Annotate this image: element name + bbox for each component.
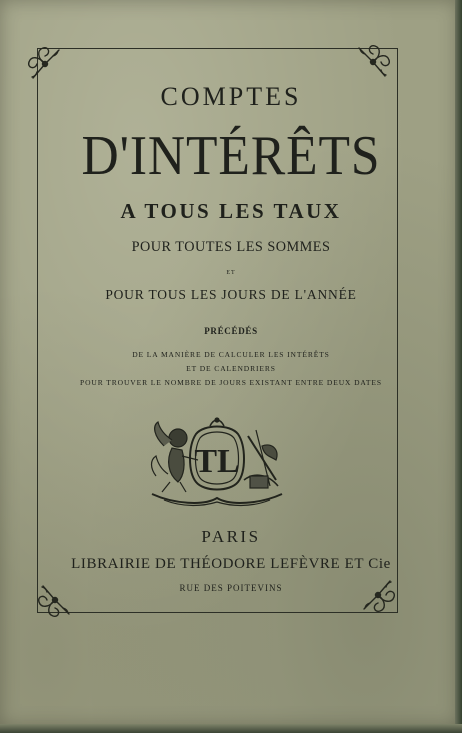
preface-line-1: DE LA MANIÈRE DE CALCULER LES INTÉRÊTS [132,350,330,359]
monogram-text: TL [194,443,240,480]
book-bottom-edge [0,724,462,733]
title-line-comptes: COMPTES [160,82,302,111]
subtitle-et: ET [226,270,236,276]
preface-line-3: POUR TROUVER LE NOMBRE DE JOURS EXISTANT ENTRE DEUX DATES [80,378,382,387]
cherub-monogram-vignette-icon [144,416,290,508]
preceded-label: PRÉCÉDÉS [204,326,258,336]
corner-fleuron-icon [23,42,67,86]
publisher-name: LIBRAIRIE DE THÉODORE LEFÈVRE ET Cie [71,556,391,572]
subtitle-jours: POUR TOUS LES JOURS DE L'ANNÉE [105,287,357,302]
corner-fleuron-icon [351,40,395,84]
book-page-edge [455,0,462,733]
subtitle-sommes: POUR TOUTES LES SOMMES [131,239,331,255]
title-main: D'INTÉRÊTS [81,125,381,187]
city-name: PARIS [201,527,261,546]
preface-line-2: ET DE CALENDRIERS [186,364,276,373]
publisher-address: RUE DES POITEVINS [179,583,283,593]
subtitle-taux: A TOUS LES TAUX [120,199,342,223]
corner-fleuron-icon [356,573,400,617]
